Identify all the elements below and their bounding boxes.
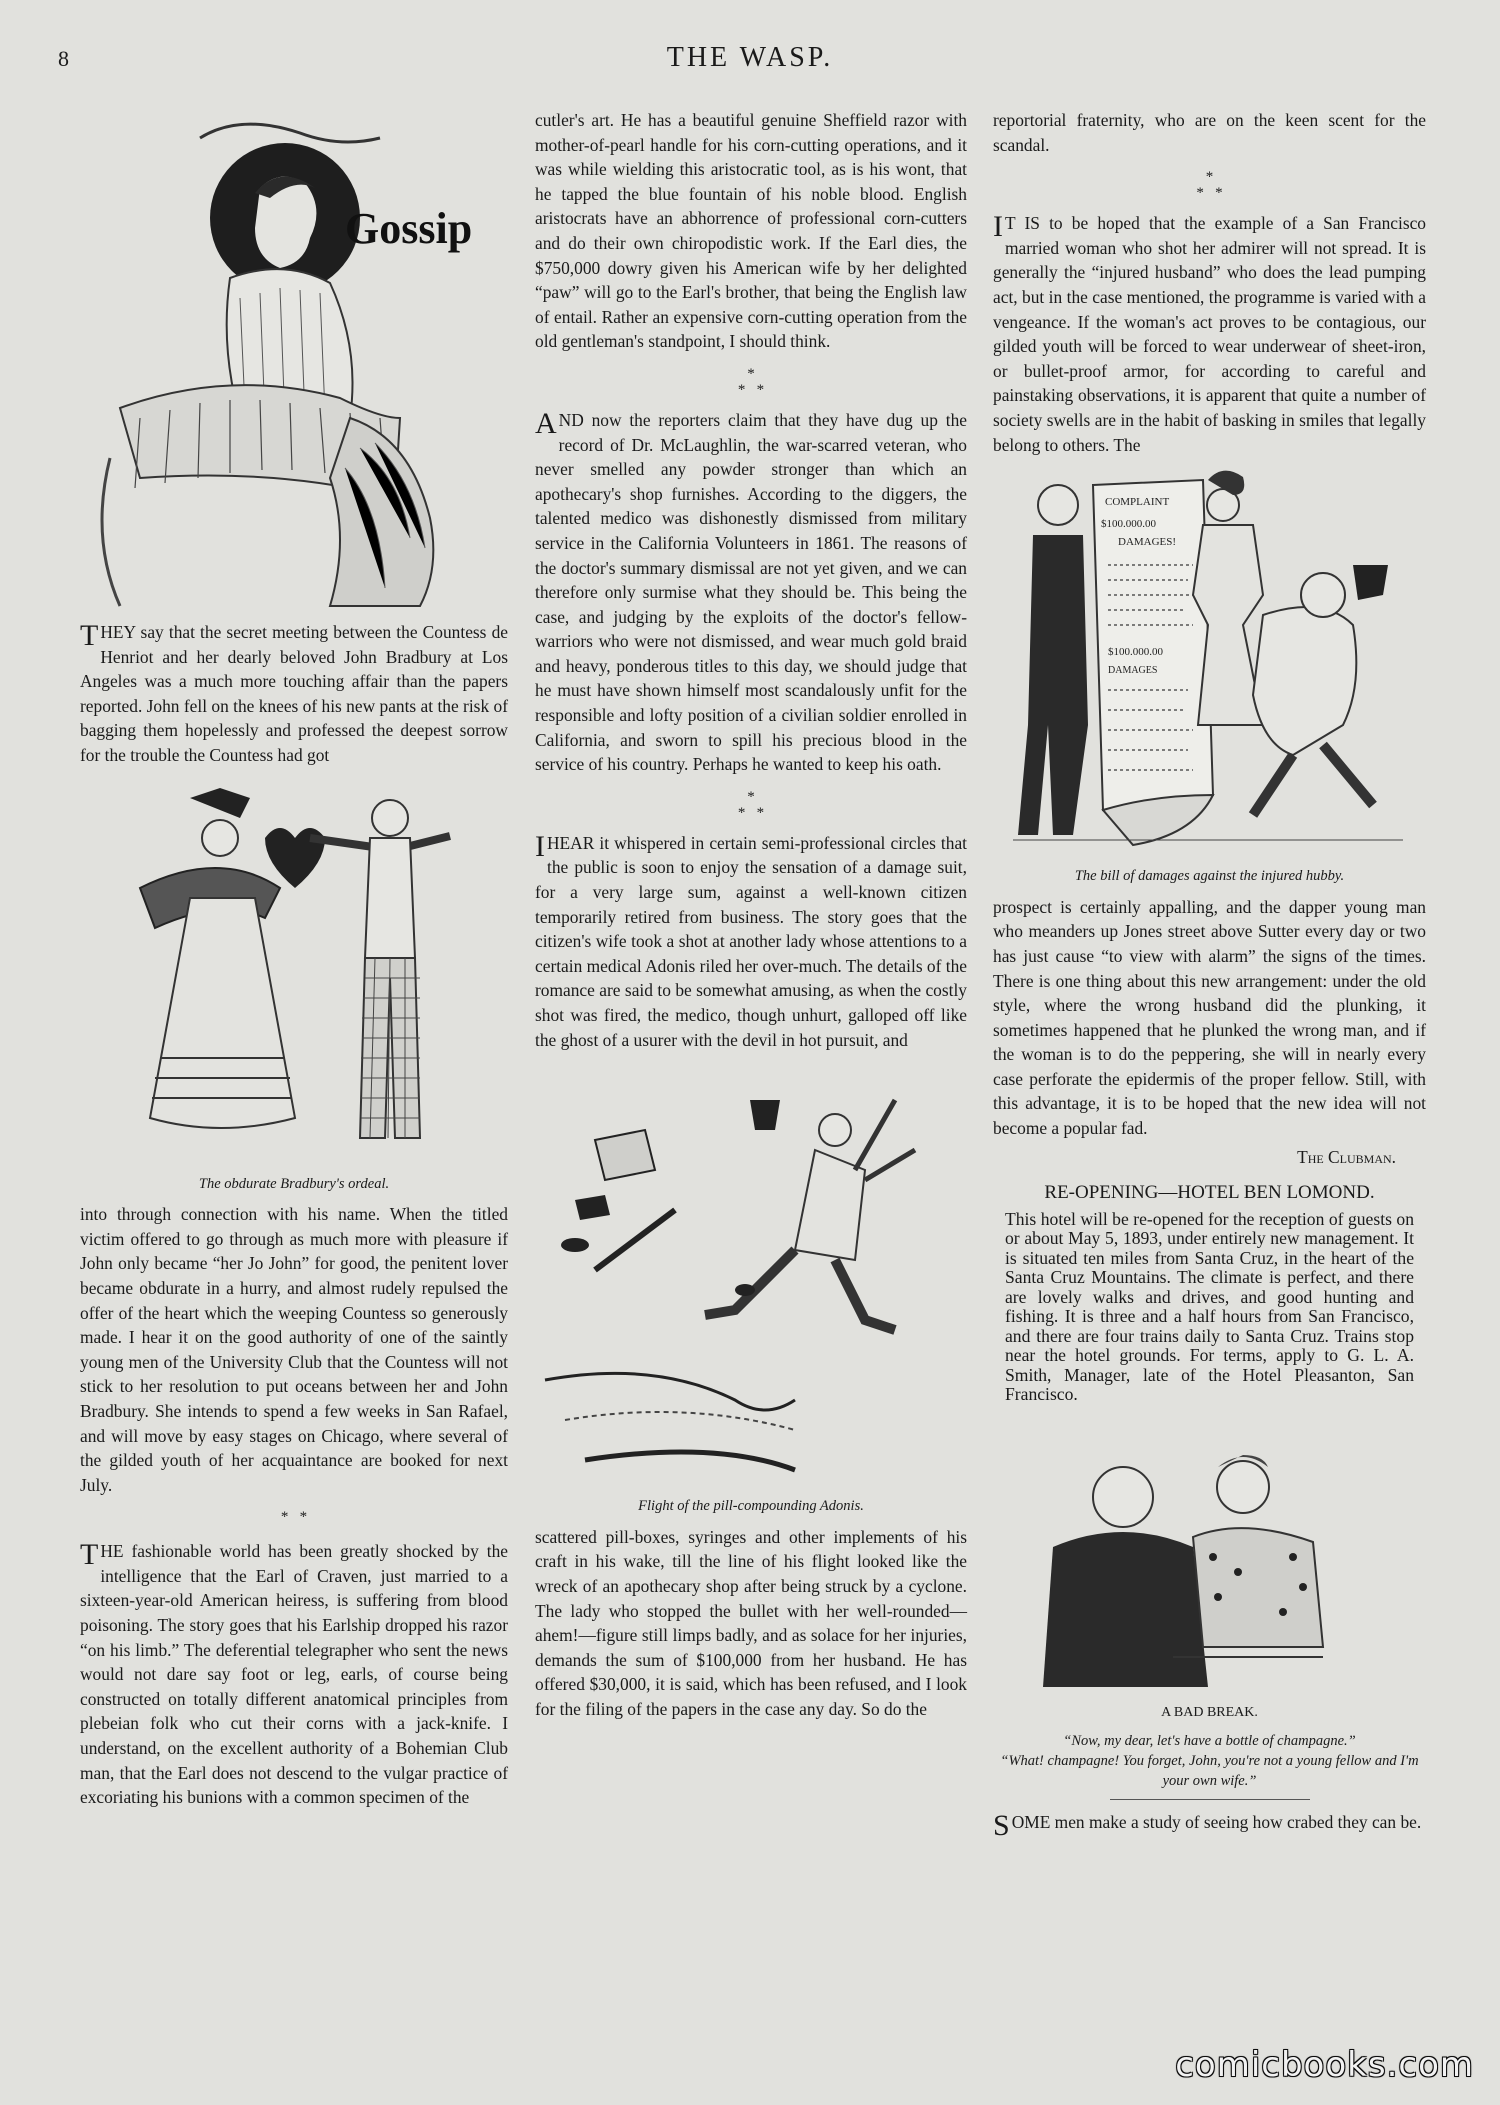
dropcap-i2: I [993, 210, 1003, 244]
joke-line-1: “Now, my dear, let's have a bottle of champagne.” [1063, 1733, 1356, 1750]
section-divider: * * * [737, 788, 765, 821]
bradbury-caption: The obdurate Bradbury's ordeal. [198, 1175, 390, 1192]
dropcap-t2: T [80, 1538, 99, 1572]
dinner-couple-image [993, 1447, 1426, 1697]
dropcap-t: T [80, 619, 99, 652]
adonis-illustration [535, 1060, 967, 1490]
page-title: THE WASP. [666, 42, 834, 73]
dropcap-i: I [535, 829, 545, 863]
bill-of-damages-image [993, 465, 1426, 860]
paragraph-pill-boxes: scattered pill-boxes, syringes and other implements of his craft in his wake, till the line of his flight looked like the wreck of an apothecary shop after being struck by a cyclone. The lady who stopped the bullet with her well-rounded—ahem!—figure still limps badly, and as solace for her injuries, demands the sum of $100,000 from her husband. He has offered $30,000, it is said, which has been refused, and I look for the filing of the papers in the case any day. So do the [535, 1526, 967, 1719]
paragraph-mclaughlin: ND now the reporters claim that they have dug up the record of Dr. McLaughlin, the war-scarred veteran, who never smelled any powder stronger than which an apothecary's shop furnishes. According to the diggers, the talented medico was dishonestly dismissed from military service in the California Volunteers in 1861. The reasons of the doctor's summary dismissal are not yet given, and we can therefore only surmise what they should be. This being the case, and judging by the exploits of the doctor's fellow-warriors who were not dismissed, and wear much gold braid and heavy, ponderous titles to this day, we should judge that he must have shown himself most scandalously unfit for the responsible and lofty position of a civilian soldier enrolled in California, and sworn to spill his precious blood in the service of his country. Perhaps he wanted to keep his oath. [535, 409, 967, 775]
divider-rule [1110, 1799, 1310, 1800]
gossip-logo: Gossip [345, 204, 473, 253]
gossip-illustration [80, 118, 508, 608]
paragraph-sheffield-razor: cutler's art. He has a beautiful genuine Sheffield razor with mother-of-pearl handle for his corn-cutting operations, and it was while wielding this aristocratic tool, as is his wont, that he tapped the blue fountain of his noble blood. English aristocrats have an abhorrence of professional corn-cutters and do their own chiropodistic work. If the Earl dies, the $750,000 dowry given his American wife by her delighted “paw” will go to the Earl's brother, that being the English law of entail. Rather an expensive corn-cutting operation from the old gentleman's standpoint, I should think. [535, 110, 967, 352]
bill-amount: $100.000.00 [1101, 518, 1156, 531]
bill-illustration [993, 465, 1426, 860]
bill-title: COMPLAINT [1105, 496, 1170, 509]
watermark: comicbooks.com [1175, 2045, 1474, 2085]
adonis-caption: Flight of the pill-compounding Adonis. [638, 1498, 864, 1515]
paragraph-prospect: prospect is certainly appalling, and the dapper young man who meanders up Jones street above Sutter every day or two has just cause “to view with alarm” the signs of the times. There is one thing about this new arrangement: under the old style, where the wrong husband did the plunking, it sometimes happened that he plunked the wrong man, and if the woman is to do the peppering, she will in nearly every case perforate the epidermis of the proper fellow. Still, with this advantage, it is to be hoped that the new idea will not become a popular fad. [993, 896, 1426, 1139]
paragraph-married-woman: T IS to be hoped that the example of a San Francisco married woman who shot her admirer will not spread. It is generally the “injured husband” who does the lead pumping act, but in the case mentioned, the programme is varied with a vengeance. If the woman's act proves to be contagious, our gilded youth will be forced to wear underwear of sheet-iron, or bullet-proof armor, for according to careful and painstaking observations, it is apparent that quite a number of society swells are in the habit of basking in smiles that legally belong to others. The [993, 213, 1426, 455]
column-2 [535, 108, 967, 1722]
bill-line: DAMAGES [1108, 665, 1158, 677]
bill-caption: The bill of damages against the injured hubby. [1074, 868, 1345, 885]
paragraph-countess: HEY say that the secret meeting between the Countess de Henriot and her dearly beloved John Bradbury at Los Angeles was a much more touching affair than the papers reported. John fell on the knees of his new pants at the risk of bagging them hopelessly and professed the deepest sorrow for the trouble the Countess had got [80, 622, 508, 765]
paragraph-obdurate: into through connection with his name. When the titled victim offered to go through as much more with pleasure if John only became “her Jo John” for good, the penitent lover became obdurate in a hurry, and almost rudely repulsed the offer of the heart which the weeping Countess so generously made. I hear it on the good authority of one of the saintly young men of the University Club that the Countess will not stick to her resolution to put oceans between her and John Bradbury. She intends to spend a few weeks in San Rafael, and will move by easy stages on Chicago, where several of the gilded youth of her acquaintance are booked for next July. [80, 1204, 508, 1495]
signature: The Clubman. [1297, 1146, 1396, 1167]
dropcap-s: S [993, 1809, 1010, 1843]
column-3 [993, 108, 1426, 1843]
heart-offer-image [80, 778, 508, 1168]
column-1 [80, 118, 508, 1810]
paragraph-crabed: OME men make a study of seeing how crabed they can be. [1011, 1812, 1422, 1833]
bradbury-illustration [80, 778, 508, 1168]
joke-title: A BAD BREAK. [1161, 1704, 1258, 1720]
joke-line-2: “What! champagne! You forget, John, you're not a young fellow and I'm your own wife.” [1000, 1753, 1419, 1790]
bill-amount-2: $100.000.00 [1108, 646, 1163, 659]
paragraph-earl-of-craven: HE fashionable world has been greatly shocked by the intelligence that the Earl of Craven, just married to a sixteen-year-old American heiress, is suffering from blood poisoning. The story goes that his Earlship dropped his razor “on his limb.” The deferential telegrapher who sent the news would not dare say foot or leg, earls, of course being constructed on totally different anatomical principles from plebeian folk who cut their corns with a jack-knife. I understand, on the excellent authority of a Bohemian Club man, that the Earl does not descend to the vulgar practice of excoriating his bunions with a common specimen of the [80, 1541, 508, 1808]
bill-damages: DAMAGES! [1118, 536, 1177, 549]
dropcap-a: A [535, 406, 557, 440]
bad-break-illustration [993, 1447, 1426, 1697]
hotel-notice: This hotel will be re-opened for the reception of guests on or about May 5, 1893, under entirely new management. It is situated ten miles from Santa Cruz, in the heart of the Santa Cruz Mountains. The climate is perfect, and there are lovely walks and drives, and good hunting and fishing. It is three and a half hours from San Francisco, and there are four trains daily to Santa Cruz. Trains stop near the hotel grounds. For terms, apply to G. L. A. Smith, Manager, late of the Hotel Pleasanton, San Francisco. [1005, 1208, 1414, 1405]
section-divider: * * * [737, 365, 765, 398]
page-number: 8 [58, 46, 69, 71]
gossip-woman-image [80, 118, 508, 608]
section-divider: * * * [1196, 169, 1223, 202]
notice-title: RE-OPENING—HOTEL BEN LOMOND. [1044, 1182, 1375, 1204]
paragraph-damage-suit: HEAR it whispered in certain semi-professional circles that the public is soon to enjoy the sensation of a damage suit, for a very large sum, against a well-known citizen temporarily retired from business. The story goes that the citizen's wife took a shot at another lady whose attentions to a certain medical Adonis riled her over-much. The details of the romance are said to be somewhat amusing, as when the costly shot was fired, the medico, though unhurt, galloped off like the ghost of a usurer with the devil in hot pursuit, and [535, 832, 968, 1050]
paragraph-reportorial: reportorial fraternity, who are on the keen scent for the scandal. [993, 110, 1426, 155]
section-divider: * * [280, 1509, 308, 1526]
fleeing-doctor-image [535, 1060, 967, 1490]
